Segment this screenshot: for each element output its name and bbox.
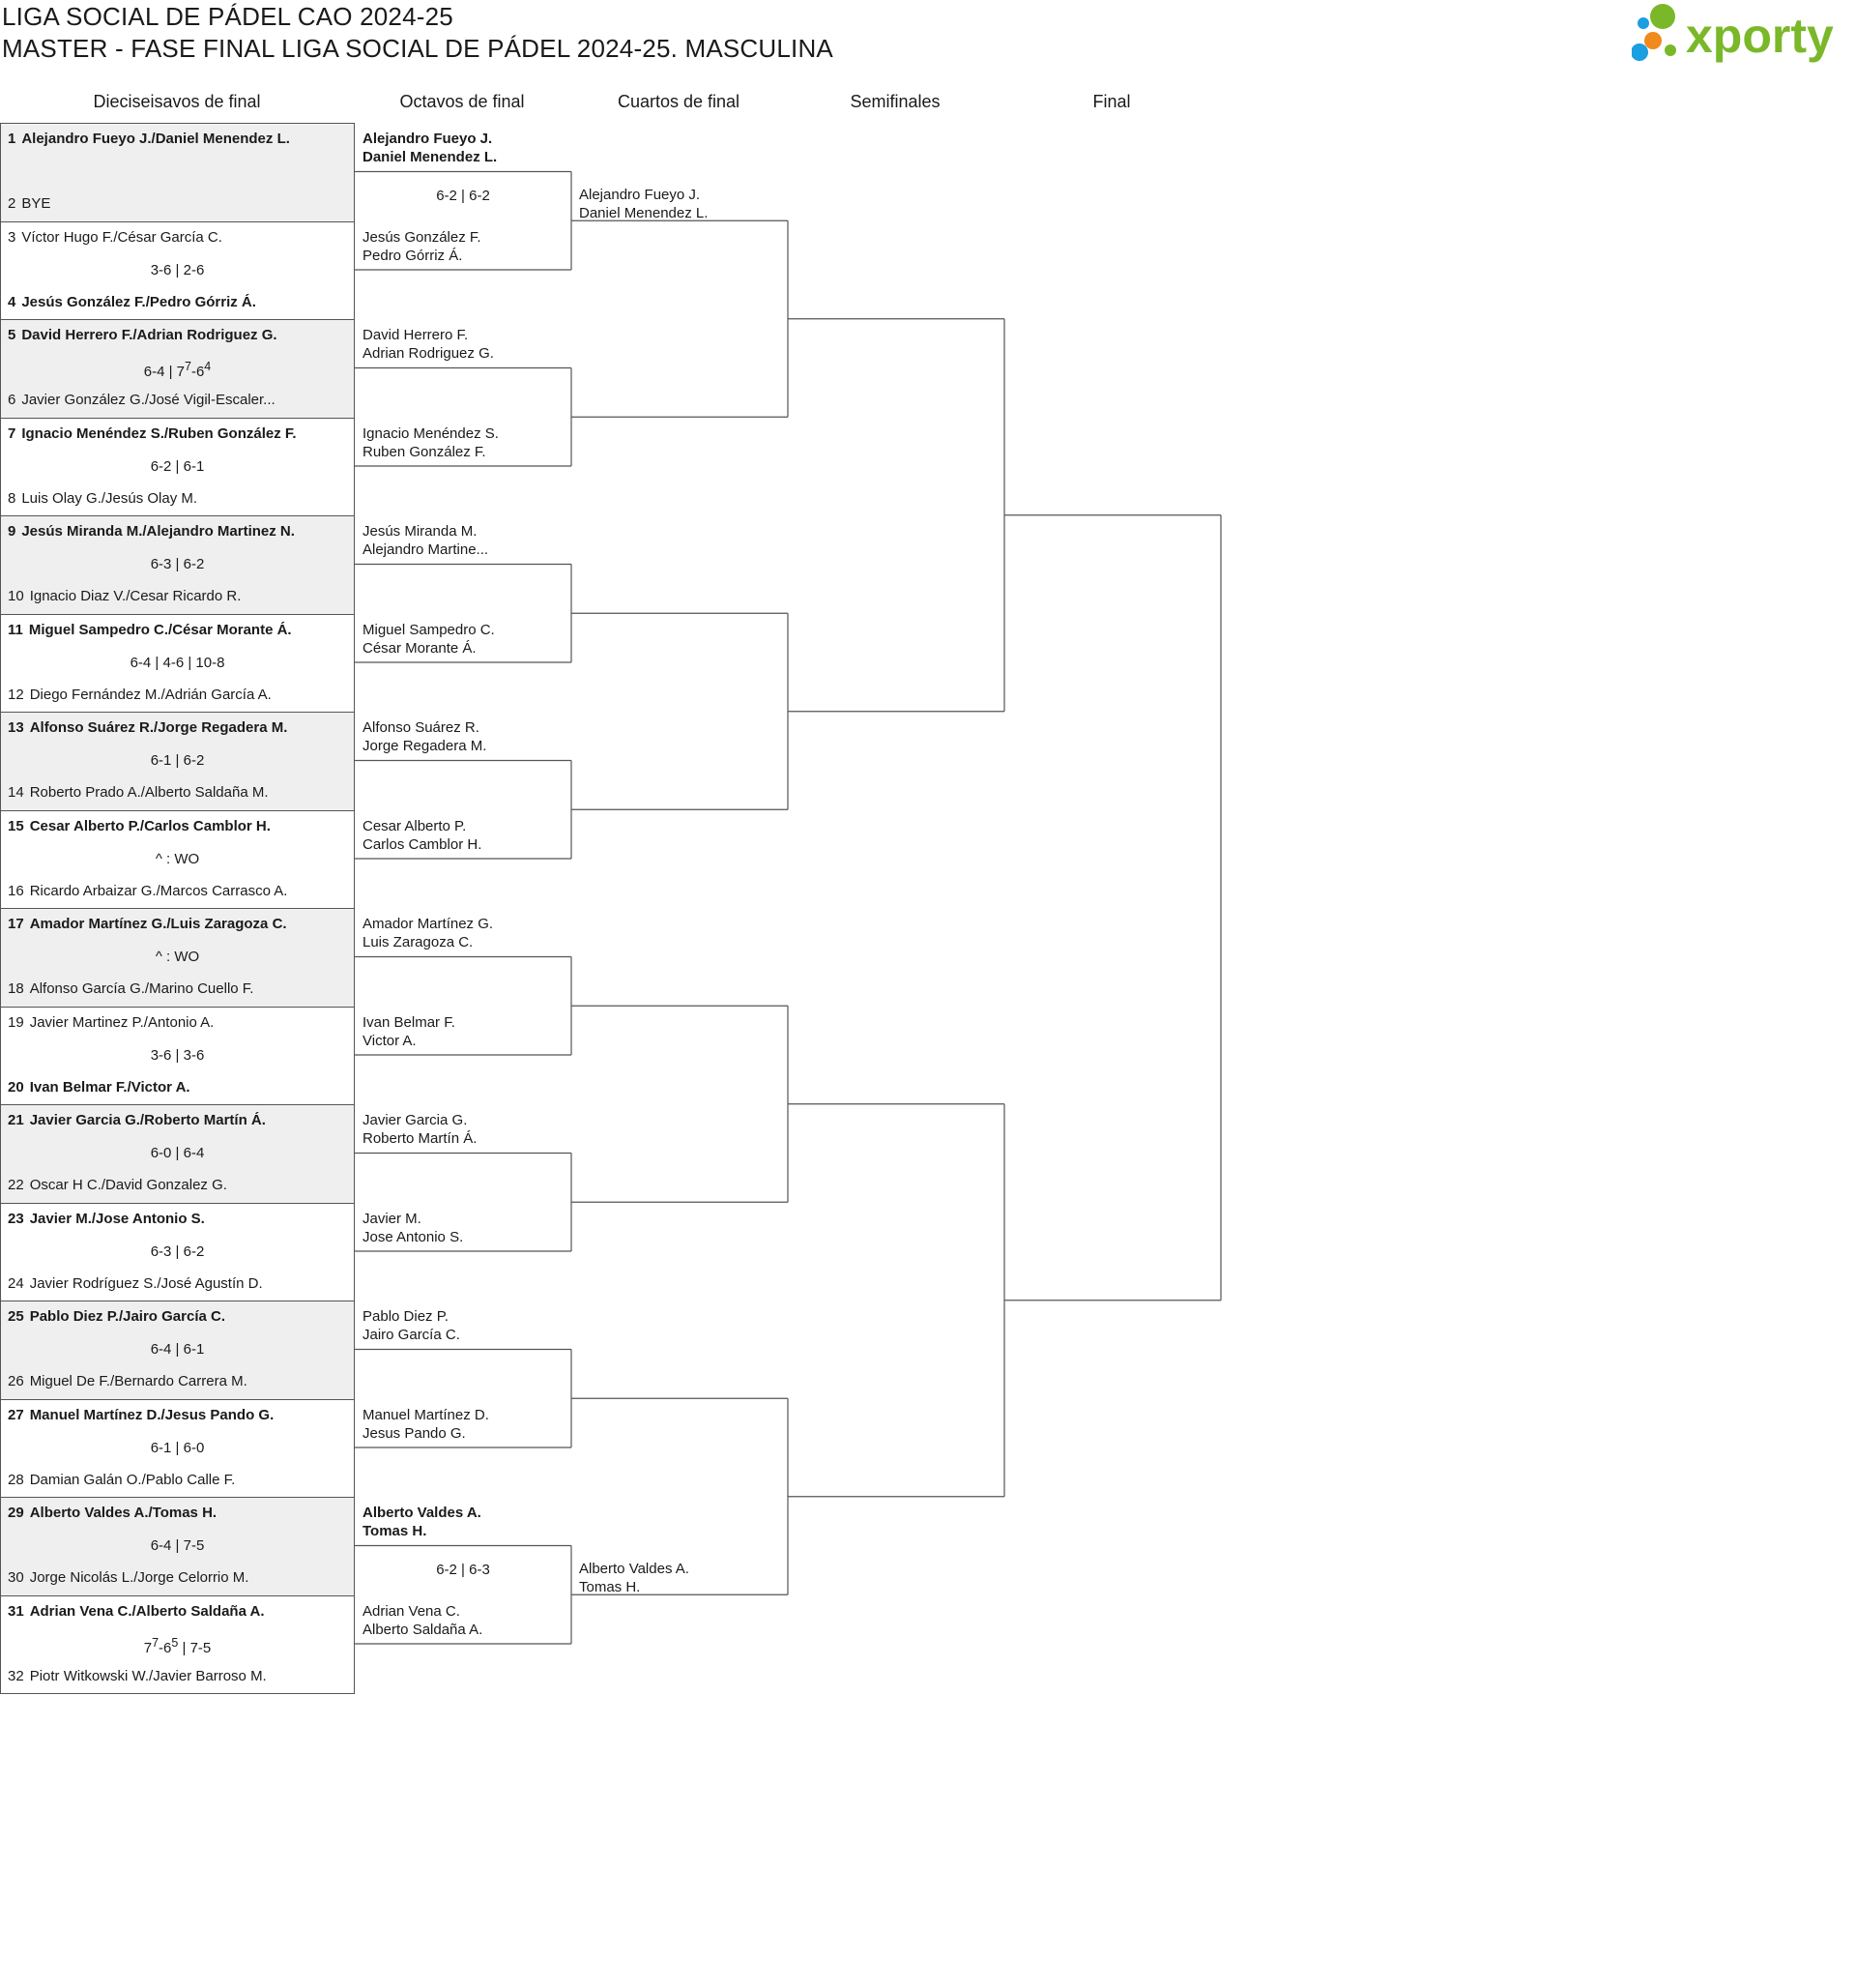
seed-number: 30 — [8, 1569, 24, 1586]
player-name: Ivan Belmar F. — [362, 1013, 455, 1031]
seed-number: 14 — [8, 784, 24, 801]
r32-team-top — [8, 818, 346, 834]
player-name: Tomas H. — [579, 1579, 641, 1596]
team-name: Alejandro Fueyo J./Daniel Menendez L. — [21, 131, 290, 147]
r32-team-bottom — [8, 784, 346, 801]
r32-team-bottom — [8, 1569, 346, 1586]
player-name: Manuel Martínez D. — [362, 1406, 489, 1423]
r16-score: 6-2 | 6-2 — [436, 187, 490, 204]
player-name: Jesus Pando G. — [362, 1424, 466, 1442]
r16-team — [362, 915, 493, 951]
seed-number: 27 — [8, 1406, 24, 1423]
r32-team-bottom — [8, 883, 346, 899]
player-name: Alejandro Fueyo J. — [362, 131, 493, 147]
player-name: Alberto Valdes A. — [579, 1561, 689, 1578]
r32-score: 6-0 | 6-4 — [150, 1145, 205, 1161]
seed-number: 25 — [8, 1308, 24, 1325]
player-name: Miguel Sampedro C. — [362, 621, 495, 638]
player-name: Roberto Martín Á. — [362, 1130, 478, 1147]
player-name: Carlos Camblor H. — [362, 835, 482, 853]
team-name: Roberto Prado A./Alberto Saldaña M. — [29, 784, 269, 801]
r16-team — [362, 1504, 481, 1540]
seed-number: 16 — [8, 882, 24, 899]
round-header-r16: Octavos de final — [399, 92, 525, 111]
team-name: Oscar H C./David Gonzalez G. — [29, 1177, 227, 1193]
r32-score: 6-4 | 7-5 — [150, 1537, 205, 1554]
round-header-qf: Cuartos de final — [617, 92, 740, 111]
r32-team-bottom — [8, 490, 346, 507]
r32-score: $7^7-6^5$ | 7-5 — [143, 1635, 212, 1656]
r32-team-bottom — [8, 195, 346, 212]
team-name: Miguel Sampedro C./César Morante Á. — [28, 621, 292, 638]
team-name: Alberto Valdes A./Tomas H. — [29, 1505, 218, 1521]
r32-team-top — [8, 1603, 346, 1620]
seed-number: 3 — [8, 228, 16, 246]
seed-number: 29 — [8, 1505, 24, 1521]
r32-team-bottom — [8, 1177, 346, 1193]
player-name: Daniel Menendez L. — [579, 205, 709, 222]
r32-team-bottom — [8, 687, 346, 703]
r32-team-top — [8, 719, 346, 736]
player-name: Cesar Alberto P. — [362, 817, 467, 834]
qf-team — [579, 1560, 689, 1596]
player-name: Alejandro Fueyo J. — [579, 187, 701, 204]
seed-number: 5 — [8, 327, 16, 343]
r32-team-top — [8, 1014, 346, 1031]
r32-score: ^ : WO — [155, 949, 200, 965]
seed-number: 15 — [8, 817, 24, 834]
team-name: Víctor Hugo F./César García C. — [21, 228, 222, 246]
team-name: Ivan Belmar F./Victor A. — [29, 1078, 190, 1096]
player-name: Alberto Saldaña A. — [362, 1621, 483, 1638]
seed-number: 2 — [8, 195, 16, 212]
brand-text: xporty — [1686, 9, 1834, 63]
r32-team-top — [8, 1505, 346, 1521]
r32-score: 3-6 | 3-6 — [150, 1046, 205, 1064]
team-name: Miguel De F./Bernardo Carrera M. — [29, 1373, 247, 1389]
r32-team-top — [8, 1407, 346, 1423]
r16-team — [362, 228, 481, 265]
player-name: Pablo Diez P. — [362, 1308, 449, 1325]
r32-score: 6-2 | 6-1 — [150, 457, 205, 475]
round-header-r32: Dieciseisavos de final — [93, 92, 261, 111]
team-name: Diego Fernández M./Adrián García A. — [29, 686, 272, 703]
round-header-final: Final — [1092, 92, 1131, 111]
r32-team-bottom — [8, 1668, 346, 1684]
team-name: Damian Galán O./Pablo Calle F. — [29, 1471, 236, 1488]
seed-number: 21 — [8, 1112, 24, 1128]
r32-team-top — [8, 425, 346, 442]
team-name: Javier Garcia G./Roberto Martín Á. — [29, 1112, 266, 1128]
r16-team — [362, 1013, 455, 1050]
r32-team-top — [8, 1308, 346, 1325]
r32-score: 3-6 | 2-6 — [150, 261, 205, 278]
seed-number: 32 — [8, 1667, 24, 1684]
team-name: Javier Martinez P./Antonio A. — [29, 1013, 215, 1031]
seed-number: 4 — [8, 293, 16, 310]
seed-number: 12 — [8, 686, 24, 703]
seed-number: 18 — [8, 980, 24, 997]
team-name: Jorge Nicolás L./Jorge Celorrio M. — [29, 1569, 249, 1586]
r32-score: 6-4 | 6-1 — [150, 1341, 205, 1358]
player-name: Daniel Menendez L. — [362, 149, 498, 165]
r32-score: ^ : WO — [155, 850, 200, 867]
r32-team-bottom — [8, 294, 346, 310]
seed-number: 7 — [8, 424, 16, 442]
seed-number: 11 — [8, 621, 23, 638]
r32-score: 6-1 | 6-0 — [150, 1439, 205, 1456]
player-name: Alberto Valdes A. — [362, 1505, 481, 1521]
seed-number: 1 — [8, 131, 16, 147]
r16-team — [362, 817, 481, 854]
page-subtitle: MASTER - FASE FINAL LIGA SOCIAL DE PÁDEL 2024-25. MASCULINA — [2, 34, 833, 63]
team-name: Javier M./Jose Antonio S. — [29, 1210, 205, 1227]
team-name: Amador Martínez G./Luis Zaragoza C. — [29, 916, 287, 932]
r32-team-top — [8, 131, 346, 147]
team-name: Ricardo Arbaizar G./Marcos Carrasco A. — [29, 882, 288, 899]
r32-score: 6-4 | $7^7-6^4$ — [143, 360, 212, 380]
r16-team — [362, 621, 495, 658]
r32-team-bottom — [8, 1275, 346, 1292]
player-name: Victor A. — [362, 1032, 417, 1049]
team-name: Javier González G./José Vigil-Escaler... — [21, 392, 276, 408]
seed-number: 26 — [8, 1373, 24, 1389]
r16-team — [362, 326, 494, 363]
r32-score: 6-4 | 4-6 | 10-8 — [130, 654, 225, 671]
seed-number: 19 — [8, 1013, 24, 1031]
r32-team-bottom — [8, 1472, 346, 1488]
player-name: Adrian Vena C. — [362, 1602, 460, 1620]
r32-score: 6-3 | 6-2 — [150, 1242, 205, 1260]
seed-number: 17 — [8, 916, 24, 932]
seed-number: 24 — [8, 1274, 24, 1292]
seed-number: 9 — [8, 523, 16, 540]
r16-team — [362, 718, 486, 755]
r16-team — [362, 130, 497, 166]
player-name: Tomas H. — [362, 1523, 427, 1539]
seed-number: 20 — [8, 1078, 24, 1096]
r32-team-bottom — [8, 588, 346, 604]
player-name: Javier M. — [362, 1210, 421, 1227]
player-name: Amador Martínez G. — [362, 916, 494, 932]
page-title: LIGA SOCIAL DE PÁDEL CAO 2024-25 — [2, 2, 453, 31]
player-name: Javier Garcia G. — [362, 1112, 468, 1128]
r32-team-bottom — [8, 1373, 346, 1389]
r16-team — [362, 1406, 489, 1443]
player-name: Jesús González F. — [362, 228, 481, 246]
player-name: Adrian Rodriguez G. — [362, 345, 494, 362]
r32-team-top — [8, 1211, 346, 1227]
seed-number: 23 — [8, 1210, 24, 1227]
r16-team — [362, 1210, 463, 1246]
player-name: Jorge Regadera M. — [362, 738, 487, 754]
team-name: David Herrero F./Adrian Rodriguez G. — [21, 327, 277, 343]
r32-team-top — [8, 327, 346, 343]
r32-team-top — [8, 622, 346, 638]
team-name: Alfonso García G./Marino Cuello F. — [29, 980, 254, 997]
player-name: Jose Antonio S. — [362, 1228, 464, 1245]
r16-team — [362, 424, 499, 461]
r32-score: 6-1 | 6-2 — [150, 752, 205, 769]
player-name: Alfonso Suárez R. — [362, 719, 479, 736]
player-name: Luis Zaragoza C. — [362, 934, 474, 950]
team-name: Cesar Alberto P./Carlos Camblor H. — [29, 817, 271, 834]
r32-team-bottom — [8, 980, 346, 997]
r32-team-bottom — [8, 1079, 346, 1096]
team-name: Alfonso Suárez R./Jorge Regadera M. — [29, 719, 288, 736]
player-name: Alejandro Martine... — [362, 541, 489, 558]
r16-score: 6-2 | 6-3 — [436, 1561, 490, 1578]
seed-number: 8 — [8, 489, 16, 507]
r32-team-top — [8, 229, 346, 246]
player-name: Ruben González F. — [362, 443, 486, 460]
player-name: Jairo García C. — [362, 1327, 460, 1343]
team-name: BYE — [21, 195, 51, 212]
seed-number: 22 — [8, 1177, 24, 1193]
team-name: Luis Olay G./Jesús Olay M. — [21, 489, 198, 507]
player-name: Pedro Górriz Á. — [362, 247, 463, 264]
seed-number: 28 — [8, 1471, 24, 1488]
player-name: Jesús Miranda M. — [362, 523, 478, 540]
r32-team-top — [8, 1112, 346, 1128]
seed-number: 10 — [8, 588, 24, 604]
r16-team — [362, 1602, 482, 1639]
team-name: Piotr Witkowski W./Javier Barroso M. — [29, 1667, 267, 1684]
team-name: Ignacio Diaz V./Cesar Ricardo R. — [29, 588, 242, 604]
round-header-sf: Semifinales — [850, 92, 941, 111]
player-name: David Herrero F. — [362, 327, 469, 343]
player-name: César Morante Á. — [362, 639, 477, 657]
team-name: Jesús Miranda M./Alejandro Martinez N. — [21, 523, 295, 540]
team-name: Javier Rodríguez S./José Agustín D. — [29, 1274, 263, 1292]
team-name: Adrian Vena C./Alberto Saldaña A. — [29, 1602, 265, 1620]
team-name: Jesús González F./Pedro Górriz Á. — [21, 293, 256, 310]
r32-team-bottom — [8, 392, 346, 408]
r16-team — [362, 522, 488, 559]
team-name: Manuel Martínez D./Jesus Pando G. — [29, 1406, 275, 1423]
seed-number: 13 — [8, 719, 24, 736]
r32-team-top — [8, 916, 346, 932]
r16-team — [362, 1111, 477, 1148]
seed-number: 31 — [8, 1602, 24, 1620]
qf-team — [579, 186, 708, 222]
r32-team-top — [8, 523, 346, 540]
team-name: Pablo Diez P./Jairo García C. — [29, 1308, 225, 1325]
team-name: Ignacio Menéndez S./Ruben González F. — [21, 424, 297, 442]
r16-team — [362, 1307, 460, 1344]
seed-number: 6 — [8, 392, 16, 408]
r32-score: 6-3 | 6-2 — [150, 556, 205, 572]
player-name: Ignacio Menéndez S. — [362, 424, 499, 442]
